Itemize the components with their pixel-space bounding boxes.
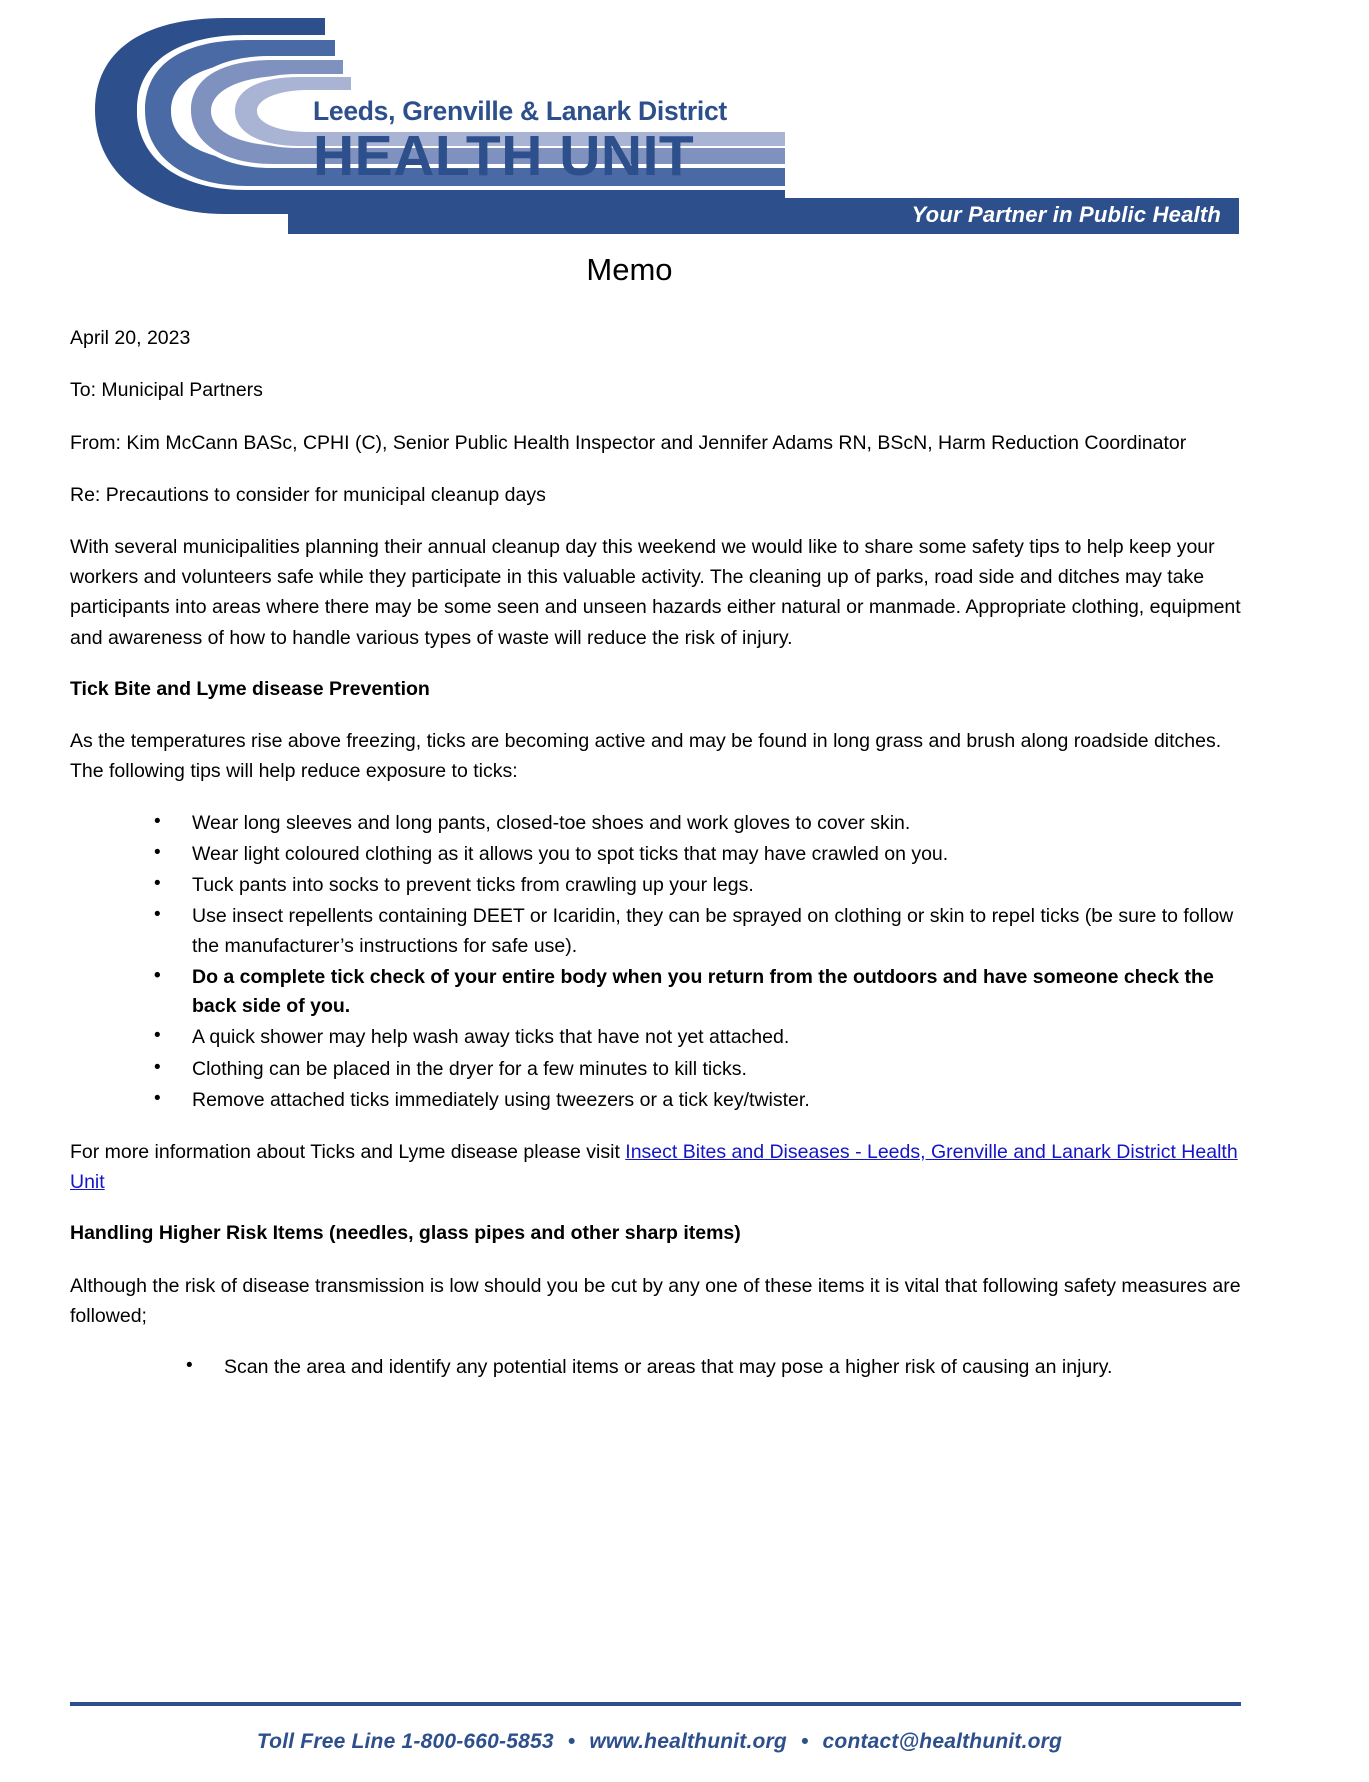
list-item [148,963,1244,1022]
section-heading-tick-prevention: Tick Bite and Lyme disease Prevention [70,677,430,700]
list-item-text: Scan the area and identify any potential items or areas that may pose a higher risk of causing an injury. [224,1356,1113,1379]
list-item [148,1023,1244,1052]
footer-contact-line [0,1730,1369,1754]
logo-health-unit-line: HEALTH UNIT [313,123,695,188]
list-item [148,809,1244,838]
memo-to-line: To: Municipal Partners [70,379,263,402]
list-item-text: Wear long sleeves and long pants, closed-toe shoes and work gloves to cover skin. [192,811,911,834]
memo-body [0,253,1369,1382]
list-item-text: Use insect repellents containing DEET or Icaridin, they can be sprayed on clothing or skin to repel ticks (be sure to follow the manufacturer’s instructions for safe use). [192,905,1234,957]
memo-from-line: From: Kim McCann BASc, CPHI (C), Senior Public Health Inspector and Jennifer Adams RN, BScN, Harm Reduction Coordinator [70,431,1187,454]
footer-separator-1: • [567,1730,576,1753]
footer-separator-2: • [800,1730,809,1753]
page-footer [0,1702,1369,1754]
more-info-paragraph [70,1137,1244,1197]
list-item [180,1353,1244,1382]
tagline-text: Your Partner in Public Health [911,202,1221,227]
risk-section-lead: Although the risk of disease transmission is low should you be cut by any one of these items it is vital that following safety measures are followed; [70,1274,1241,1327]
memo-intro-paragraph: With several municipalities planning their annual cleanup day this weekend we would like to share some safety tips to help keep your workers and volunteers safe while they participate in this valuable activity. The cleaning up of parks, road side and ditches may take participants into areas where there may be some seen and unseen hazards either natural or manmade. Appropriate clothing, equipment and awareness of how to handle various types of waste will reduce the risk of injury. [70,535,1241,649]
logo-wordmark [313,98,783,186]
list-item-text: Do a complete tick check of your entire body when you return from the outdoors and have someone check the back side of you. [192,965,1214,1018]
list-item-text: Clothing can be placed in the dryer for a few minutes to kill ticks. [192,1057,747,1080]
letterhead-header [0,0,1369,245]
list-item-text: A quick shower may help wash away ticks that have not yet attached. [192,1026,790,1049]
footer-email[interactable]: contact@healthunit.org [822,1730,1063,1753]
list-item [148,1055,1244,1084]
list-item [148,1086,1244,1115]
list-item [148,902,1244,961]
more-info-prefix: For more information about Ticks and Lyme disease please visit [70,1141,626,1164]
list-item-text: Remove attached ticks immediately using tweezers or a tick key/twister. [192,1088,810,1111]
insect-bites-and-diseases-link[interactable]: Insect Bites and Diseases - Leeds, Grenville and Lanark District Health Unit [70,1141,1238,1194]
memo-date: April 20, 2023 [70,327,191,350]
memo-re-line: Re: Precautions to consider for municipal cleanup days [70,483,546,506]
list-item-text: Tuck pants into socks to prevent ticks from crawling up your legs. [192,874,754,897]
list-item-text: Wear light coloured clothing as it allows you to spot ticks that may have crawled on you. [192,842,949,865]
footer-website[interactable]: www.healthunit.org [589,1730,787,1753]
footer-divider [70,1702,1241,1706]
tick-tips-list [70,809,1244,1116]
logo-district-line: Leeds, Grenville & Lanark District [313,96,727,126]
section-heading-higher-risk-items: Handling Higher Risk Items (needles, glass pipes and other sharp items) [70,1222,741,1245]
list-item [148,840,1244,869]
list-item [148,871,1244,900]
tick-section-lead: As the temperatures rise above freezing, ticks are becoming active and may be found in long grass and brush along roadside ditches. The following tips will help reduce exposure to ticks: [70,730,1222,783]
footer-toll-free: Toll Free Line 1-800-660-5853 [256,1730,554,1753]
page-title: Memo [586,252,673,287]
higher-risk-list [70,1353,1244,1382]
